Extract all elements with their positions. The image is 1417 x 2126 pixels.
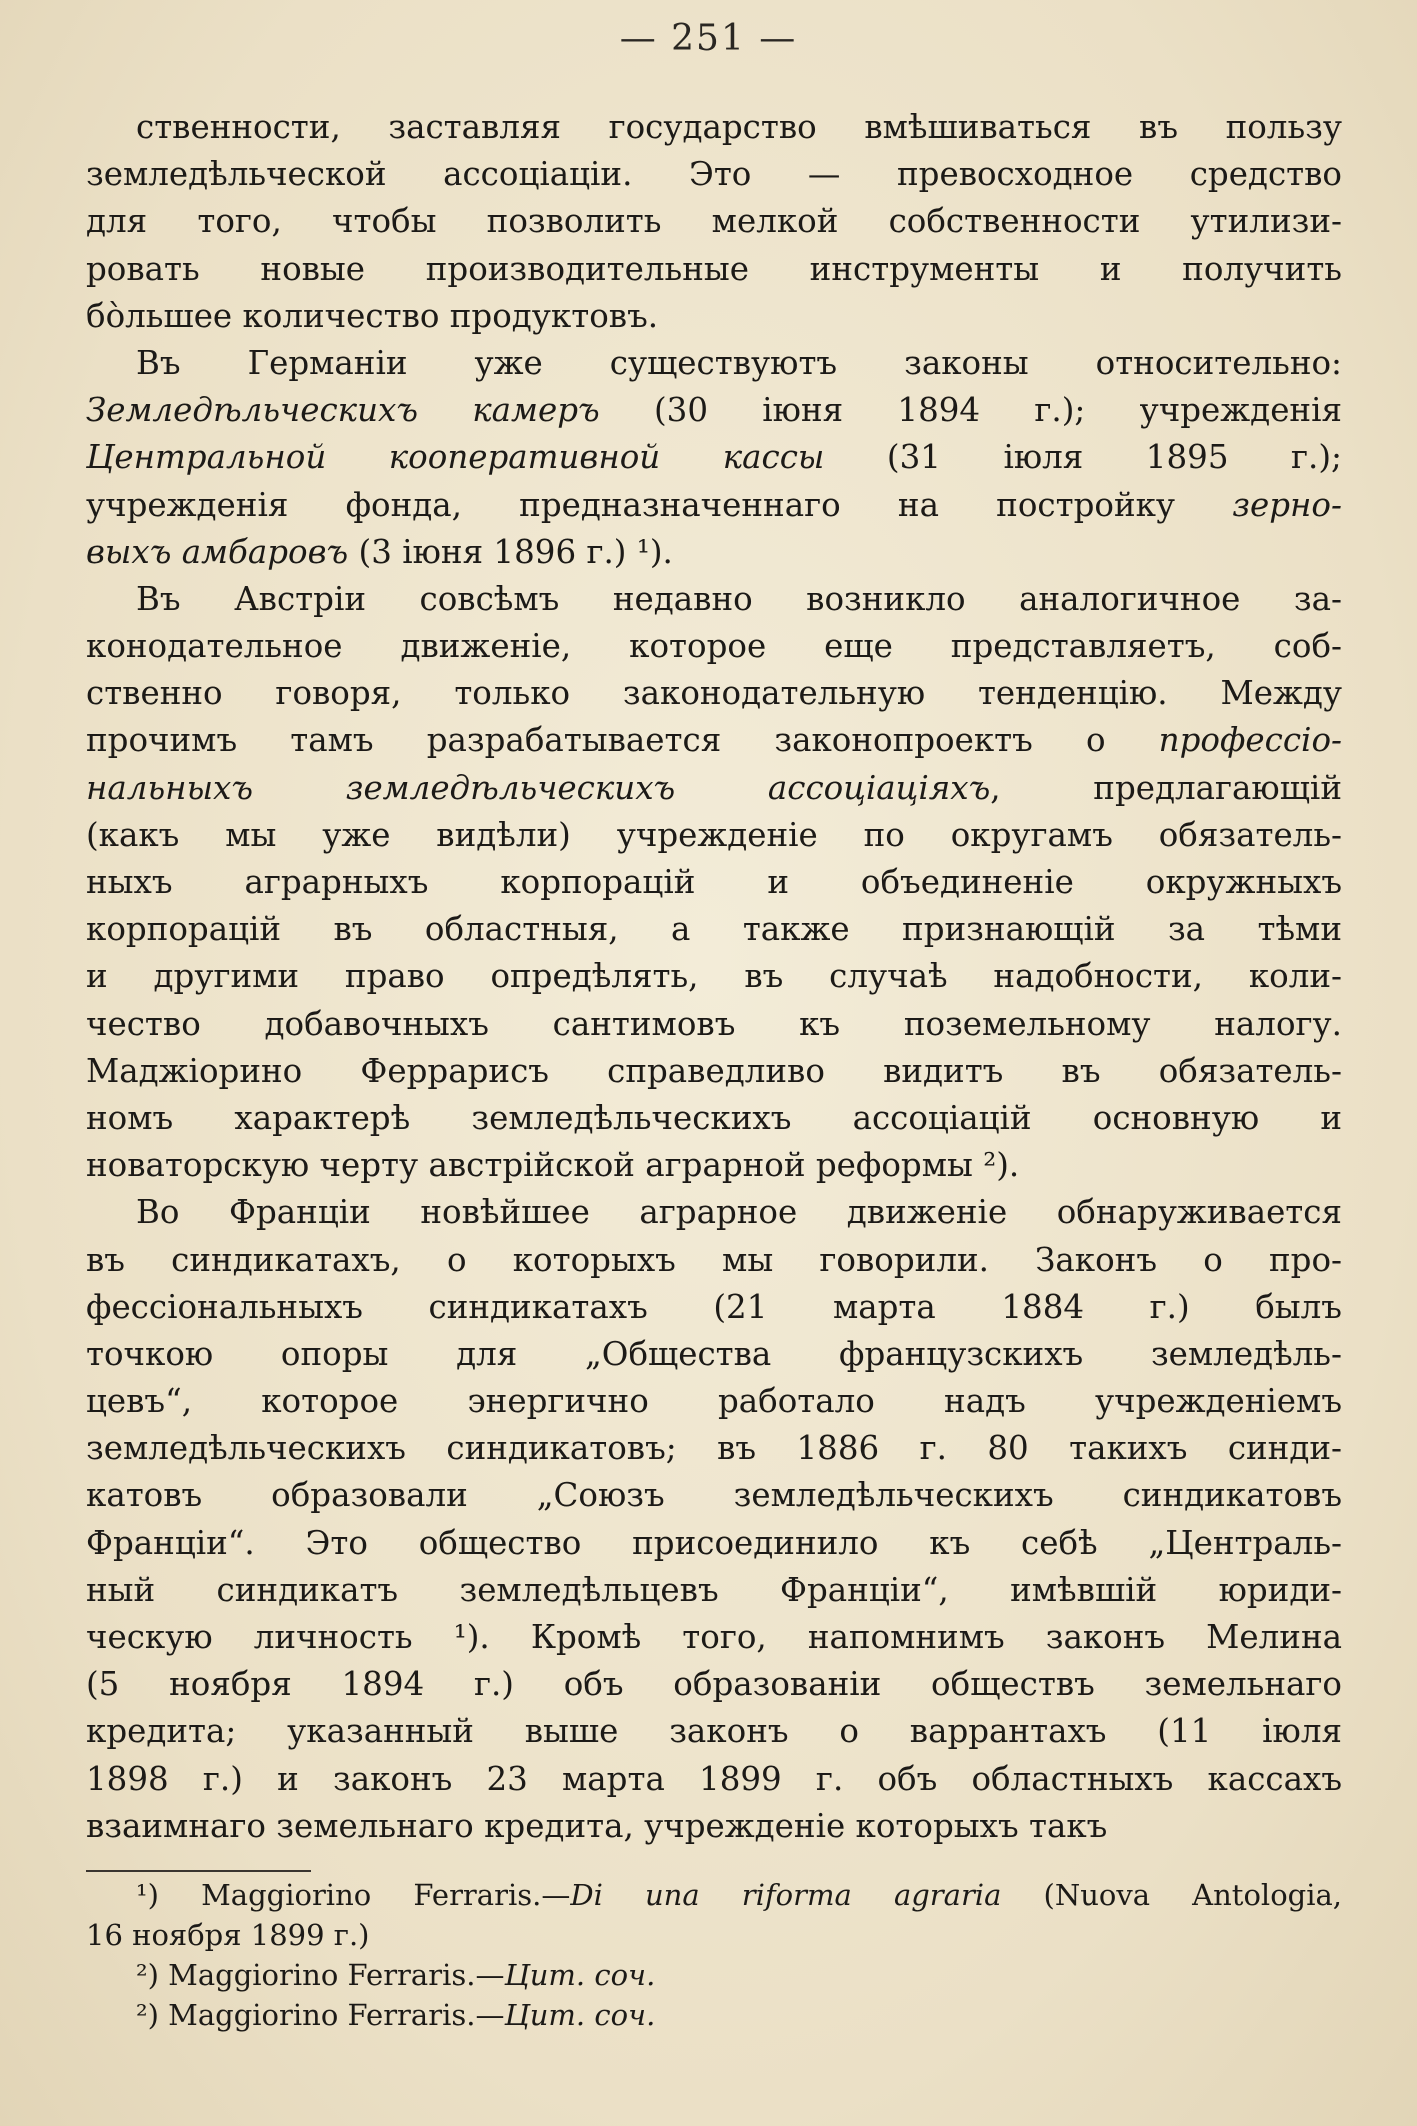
italic-text: зерно-	[1232, 485, 1342, 524]
text-segment: (5 ноября 1894 г.) объ образованіи обществъ земельнаго	[86, 1665, 1342, 1704]
text-line	[86, 670, 1342, 717]
text-segment: чество добавочныхъ сантимовъ къ поземельному налогу.	[86, 1004, 1342, 1043]
text-segment: ¹) Maggiorino Ferraris.—	[136, 1878, 571, 1912]
text-line	[86, 1472, 1342, 1519]
text-line	[86, 1378, 1342, 1425]
text-line	[86, 1237, 1342, 1284]
text-line	[86, 198, 1342, 245]
text-line	[86, 434, 1342, 481]
text-line	[86, 1425, 1342, 1472]
text-segment: ственности, заставляя государство вмѣшиваться въ пользу	[136, 108, 1342, 146]
text-line	[86, 529, 1342, 576]
text-segment: и другими право опредѣлять, въ случаѣ надобности, коли-	[86, 957, 1342, 996]
text-line	[86, 1803, 1342, 1850]
text-segment: кредита; указанный выше законъ о варрантахъ (11 іюля	[86, 1712, 1342, 1751]
text-line	[86, 246, 1342, 293]
text-line	[86, 906, 1342, 953]
text-segment: ныхъ аграрныхъ корпорацій и объединеніе окружныхъ	[86, 863, 1342, 901]
text-segment: ственно говоря, только законодательную тенденцію. Между	[86, 674, 1342, 713]
text-line	[86, 953, 1342, 1000]
text-segment: 1898 г.) и законъ 23 марта 1899 г. объ областныхъ кассахъ	[86, 1759, 1342, 1798]
text-segment: прочимъ тамъ разрабатывается законопроектъ о	[86, 721, 1159, 760]
text-line	[86, 1095, 1342, 1142]
text-segment: , предлагающій	[990, 768, 1342, 807]
paragraph	[86, 104, 1342, 340]
text-line	[86, 1875, 1342, 1915]
page-number: — 251 —	[619, 18, 798, 59]
text-line	[86, 812, 1342, 859]
text-line	[86, 151, 1342, 198]
text-line	[86, 717, 1342, 764]
text-line	[86, 1189, 1342, 1236]
italic-text: нальныхъ земледѣльческихъ ассоціаціяхъ	[86, 768, 991, 807]
text-segment: корпорацій въ областныя, а также признающій за тѣми	[86, 910, 1342, 949]
text-line	[86, 1756, 1342, 1803]
text-line	[86, 482, 1342, 529]
footnote	[86, 1875, 1342, 1955]
text-segment: ²) Maggiorino Ferraris.—	[136, 1998, 505, 2032]
main-text	[86, 104, 1342, 1850]
italic-text: профессіо-	[1158, 721, 1342, 760]
text-line	[86, 623, 1342, 670]
text-segment: Въ Австріи совсѣмъ недавно возникло аналогичное за-	[136, 579, 1342, 618]
text-line	[86, 1331, 1342, 1378]
text-segment: ²) Maggiorino Ferraris.—	[136, 1958, 505, 1992]
text-line	[86, 1661, 1342, 1708]
footnote	[86, 1955, 1342, 1995]
text-segment: 16 ноября 1899 г.)	[86, 1918, 370, 1952]
text-segment: (3 іюня 1896 г.) ¹).	[348, 532, 673, 571]
text-line	[86, 1915, 1342, 1955]
italic-text: Цит. соч.	[504, 1998, 656, 2032]
text-segment: въ синдикатахъ, о которыхъ мы говорили. Законъ о про-	[86, 1240, 1342, 1279]
text-segment: (30 іюня 1894 г.); учрежденія	[599, 391, 1342, 430]
footnotes	[86, 1875, 1342, 2035]
footnote-divider	[86, 1870, 311, 1872]
text-segment: (31 іюля 1895 г.);	[824, 438, 1342, 477]
text-line	[86, 1520, 1342, 1567]
text-line	[86, 387, 1342, 434]
text-segment: точкою опоры для „Общества французскихъ земледѣль-	[86, 1334, 1342, 1373]
text-segment: ровать новые производительные инструменты и получить	[86, 249, 1342, 288]
text-segment: фессіональныхъ синдикатахъ (21 марта 1884 г.) былъ	[86, 1287, 1342, 1326]
paragraph	[86, 1189, 1342, 1850]
italic-text: выхъ амбаровъ	[86, 532, 349, 571]
text-segment: (Nuova Antologia,	[1001, 1878, 1342, 1912]
footnote	[86, 1995, 1342, 2035]
text-segment: цевъ“, которое энергично работало надъ учрежденіемъ	[86, 1382, 1342, 1421]
text-segment: (какъ мы уже видѣли) учрежденіе по округамъ обязатель-	[86, 815, 1342, 854]
text-segment: катовъ образовали „Союзъ земледѣльческихъ синдикатовъ	[86, 1476, 1342, 1515]
text-line	[86, 1708, 1342, 1755]
text-line	[86, 1048, 1342, 1095]
text-segment: учрежденія фонда, предназначеннаго на постройку	[86, 485, 1233, 524]
text-line	[86, 859, 1342, 906]
text-segment: номъ характерѣ земледѣльческихъ ассоціацій основную и	[86, 1098, 1342, 1137]
text-line	[86, 765, 1342, 812]
italic-text: Di una riforma agraria	[570, 1878, 1002, 1912]
text-segment: земледѣльческихъ синдикатовъ; въ 1886 г. 80 такихъ синди-	[86, 1429, 1342, 1468]
text-segment: для того, чтобы позволить мелкой собственности утилизи-	[86, 202, 1342, 241]
text-segment: земледѣльческой ассоціаціи. Это — превосходное средство	[86, 155, 1342, 194]
text-segment: конодательное движеніе, которое еще представляетъ, соб-	[86, 627, 1342, 666]
text-line	[86, 576, 1342, 623]
text-line	[86, 1955, 1342, 1995]
paragraph	[86, 576, 1342, 1189]
paragraph	[86, 340, 1342, 576]
text-line	[86, 104, 1342, 151]
text-line	[86, 1567, 1342, 1614]
text-line	[86, 1614, 1342, 1661]
italic-text: Центральной кооперативной кассы	[86, 438, 825, 477]
text-segment: ческую личность ¹). Кромѣ того, напомнимъ законъ Мелина	[86, 1618, 1342, 1656]
text-line	[86, 1001, 1342, 1048]
text-segment: Франціи“. Это общество присоединило къ себѣ „Централь-	[86, 1523, 1342, 1562]
italic-text: Цит. соч.	[504, 1958, 656, 1992]
text-line	[86, 1995, 1342, 2035]
text-segment: бо̀льшее количество продуктовъ.	[86, 296, 659, 335]
text-line	[86, 1284, 1342, 1331]
text-segment: Въ Германіи уже существуютъ законы относительно:	[136, 343, 1342, 382]
italic-text: Земледѣльческихъ камеръ	[86, 391, 600, 430]
text-line	[86, 1142, 1342, 1189]
text-segment: ный синдикатъ земледѣльцевъ Франціи“, имѣвшій юриди-	[86, 1570, 1342, 1609]
text-line	[86, 293, 1342, 340]
text-segment: Во Франціи новѣйшее аграрное движеніе обнаруживается	[136, 1193, 1342, 1232]
text-segment: Маджіорино Феррарисъ справедливо видитъ въ обязатель-	[86, 1051, 1342, 1090]
text-line	[86, 340, 1342, 387]
text-segment: взаимнаго земельнаго кредита, учрежденіе которыхъ такъ	[86, 1806, 1108, 1845]
text-segment: новаторскую черту австрійской аграрной реформы ²).	[86, 1146, 1020, 1185]
